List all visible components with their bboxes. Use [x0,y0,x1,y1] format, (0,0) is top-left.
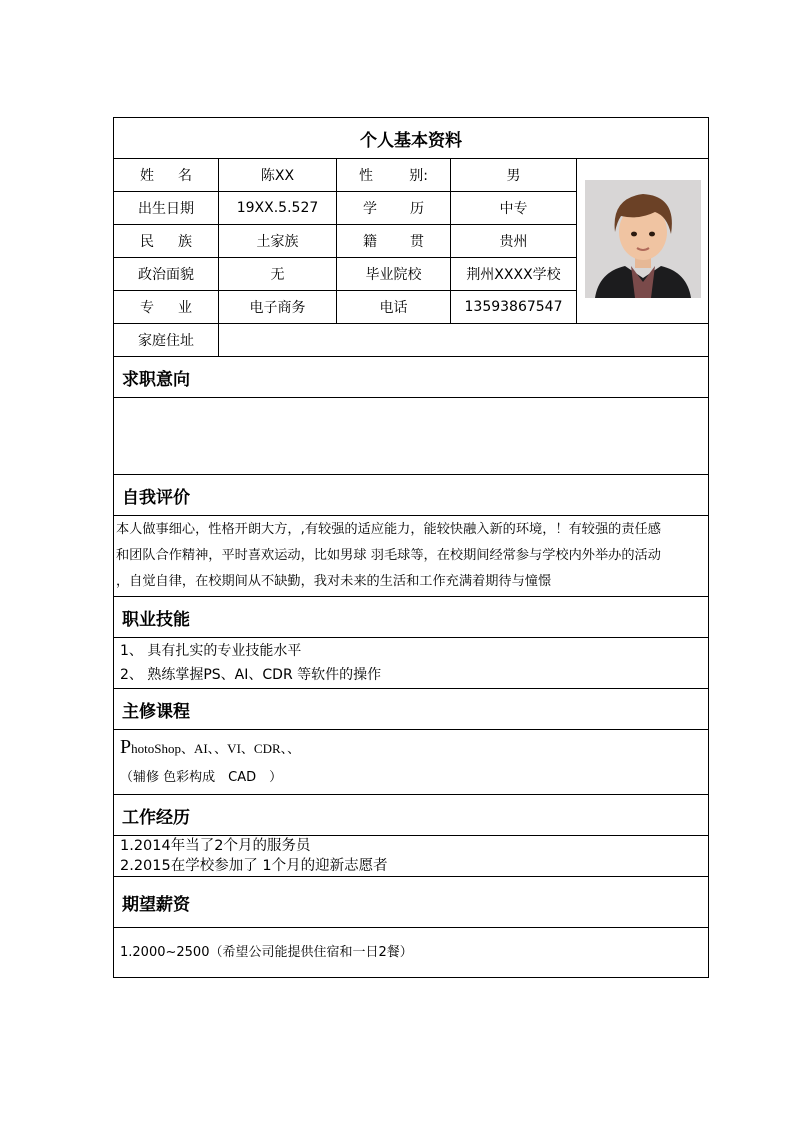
courses-main: PhotoShop、AI、、VI、CDR、、 [120,735,301,758]
name-value: 陈XX [219,159,337,192]
intent-heading: 求职意向 [114,357,709,398]
major-value: 电子商务 [219,291,337,324]
politics-label: 政治面貌 [114,258,219,291]
courses-body [114,730,709,795]
skill-item: 1、 具有扎实的专业技能水平 [120,643,302,659]
politics-value: 无 [219,258,337,291]
salary-body: 1.2000~2500（希望公司能提供住宿和一日2餐） [114,928,709,978]
skills-body [114,638,709,689]
self-eval-body [114,516,709,597]
birth-value: 19XX.5.527 [219,192,337,225]
birth-label: 出生日期 [114,192,219,225]
work-heading: 工作经历 [114,795,709,836]
major-label: 专 业 [114,291,219,324]
skill-item: 2、 熟练掌握PS、AI、CDR 等软件的操作 [120,667,382,683]
page-title: 个人基本资料 [114,118,709,159]
courses-minor: （辅修 色彩构成 CAD ） [120,769,283,785]
ethnic-label: 民 族 [114,225,219,258]
edu-label: 学 历 [337,192,451,225]
courses-heading: 主修课程 [114,689,709,730]
ethnic-value: 土家族 [219,225,337,258]
self-eval-line: 本人做事细心，性格开朗大方，,有较强的适应能力，能较快融入新的环境，！有较强的责任感 [116,522,661,537]
work-body [114,836,709,877]
portrait-photo [585,180,701,298]
origin-value: 贵州 [451,225,577,258]
phone-label: 电话 [337,291,451,324]
address-value [219,324,709,357]
intent-body [114,398,709,475]
origin-label: 籍 贯 [337,225,451,258]
work-item: 2.2015在学校参加了 1个月的迎新志愿者 [120,858,388,874]
resume-page [113,117,708,978]
address-label: 家庭住址 [114,324,219,357]
name-label: 姓 名 [114,159,219,192]
school-value: 荆州XXXX学校 [451,258,577,291]
self-eval-heading: 自我评价 [114,475,709,516]
self-eval-line: 和团队合作精神，平时喜欢运动，比如男球 羽毛球等，在校期间经常参与学校内外举办的活动 [116,548,661,563]
salary-heading: 期望薪资 [114,877,709,928]
phone-value: 13593867547 [451,291,577,324]
gender-value: 男 [451,159,577,192]
work-item: 1.2014年当了2个月的服务员 [120,838,311,854]
gender-label: 性 别: [337,159,451,192]
self-eval-line: ，自觉自律，在校期间从不缺勤，我对未来的生活和工作充满着期待与憧憬 [116,574,552,589]
edu-value: 中专 [451,192,577,225]
resume-table [113,117,709,978]
skills-heading: 职业技能 [114,597,709,638]
photo-cell [577,159,709,324]
school-label: 毕业院校 [337,258,451,291]
